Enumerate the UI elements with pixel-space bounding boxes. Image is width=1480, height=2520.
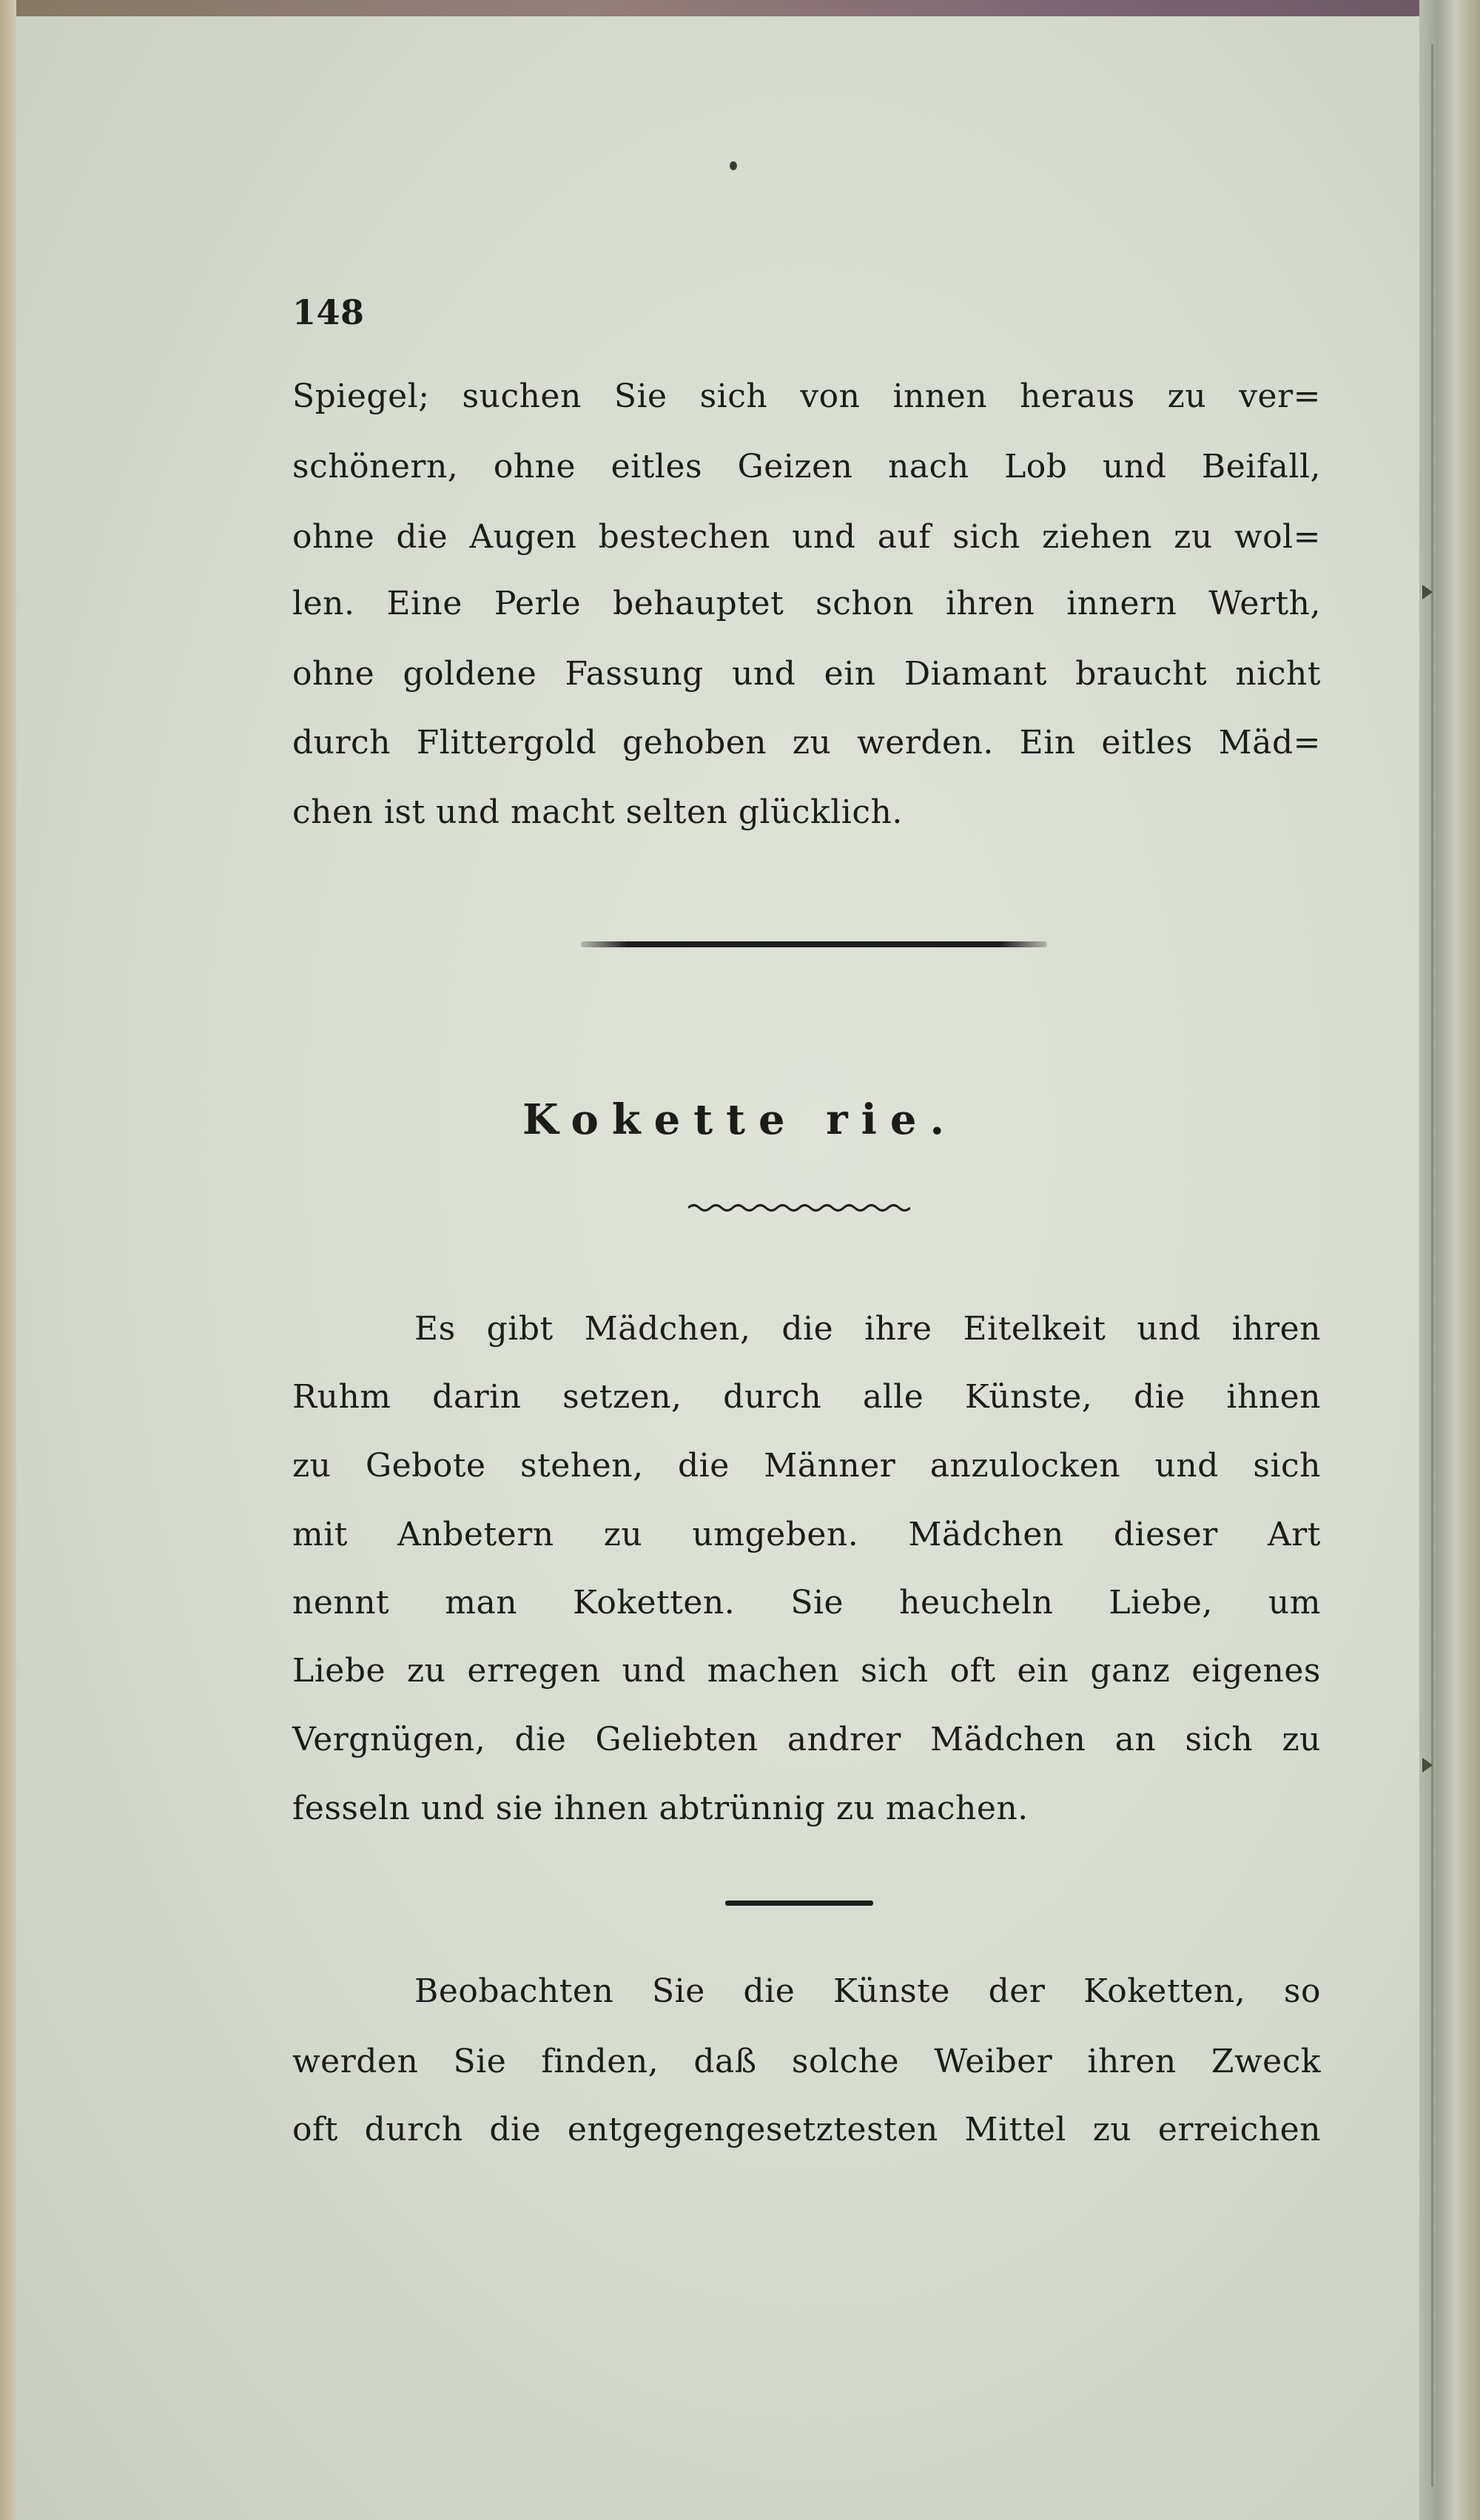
text-line: ohne die Augen bestechen und auf sich ziehen zu wol= bbox=[292, 518, 1321, 556]
gutter-marker-icon bbox=[1422, 585, 1433, 599]
text-line: ohne goldene Fassung und ein Diamant braucht nicht bbox=[292, 655, 1321, 693]
text-line: zu Gebote stehen, die Männer anzulocken und sich bbox=[292, 1447, 1321, 1485]
ink-dot bbox=[730, 161, 737, 170]
section-divider bbox=[581, 941, 1047, 947]
book-gutter bbox=[1419, 0, 1480, 2520]
text-line: nennt man Koketten. Sie heucheln Liebe, um bbox=[292, 1584, 1321, 1622]
text-line: schönern, ohne eitles Geizen nach Lob und Beifall, bbox=[292, 448, 1321, 485]
text-line: Liebe zu erregen und machen sich oft ein ganz eigenes bbox=[292, 1652, 1321, 1690]
page-number: 148 bbox=[292, 292, 365, 332]
text-line: fesseln und sie ihnen abtrünnig zu machen. bbox=[292, 1790, 1029, 1827]
section-heading: Kokette rie. bbox=[522, 1095, 958, 1144]
text-line: Es gibt Mädchen, die ihre Eitelkeit und ihren bbox=[414, 1310, 1321, 1348]
text-line: Spiegel; suchen Sie sich von innen heraus zu ver= bbox=[292, 377, 1321, 415]
text-line: werden Sie finden, daß solche Weiber ihren Zweck bbox=[292, 2043, 1321, 2080]
paragraph-divider bbox=[725, 1901, 873, 1906]
text-line: chen ist und macht selten glücklich. bbox=[292, 793, 903, 831]
text-line: mit Anbetern zu umgeben. Mädchen dieser Art bbox=[292, 1516, 1321, 1553]
text-line: durch Flittergold gehoben zu werden. Ein eitles Mäd= bbox=[292, 724, 1321, 762]
gutter-shadow-line bbox=[1431, 44, 1433, 2487]
text-line: Beobachten Sie die Künste der Koketten, so bbox=[414, 1972, 1321, 2010]
text-line: len. Eine Perle behauptet schon ihren innern Werth, bbox=[292, 585, 1321, 622]
text-line: oft durch die entgegengesetztesten Mittel zu erreichen bbox=[292, 2111, 1321, 2148]
page-left-edge bbox=[0, 0, 16, 2520]
text-line: Vergnügen, die Geliebten andrer Mädchen an sich zu bbox=[292, 1721, 1321, 1758]
page-top-edge bbox=[0, 0, 1480, 16]
text-line: Ruhm darin setzen, durch alle Künste, die ihnen bbox=[292, 1378, 1321, 1416]
heading-ornament bbox=[688, 1203, 910, 1213]
gutter-marker-icon bbox=[1422, 1758, 1433, 1773]
